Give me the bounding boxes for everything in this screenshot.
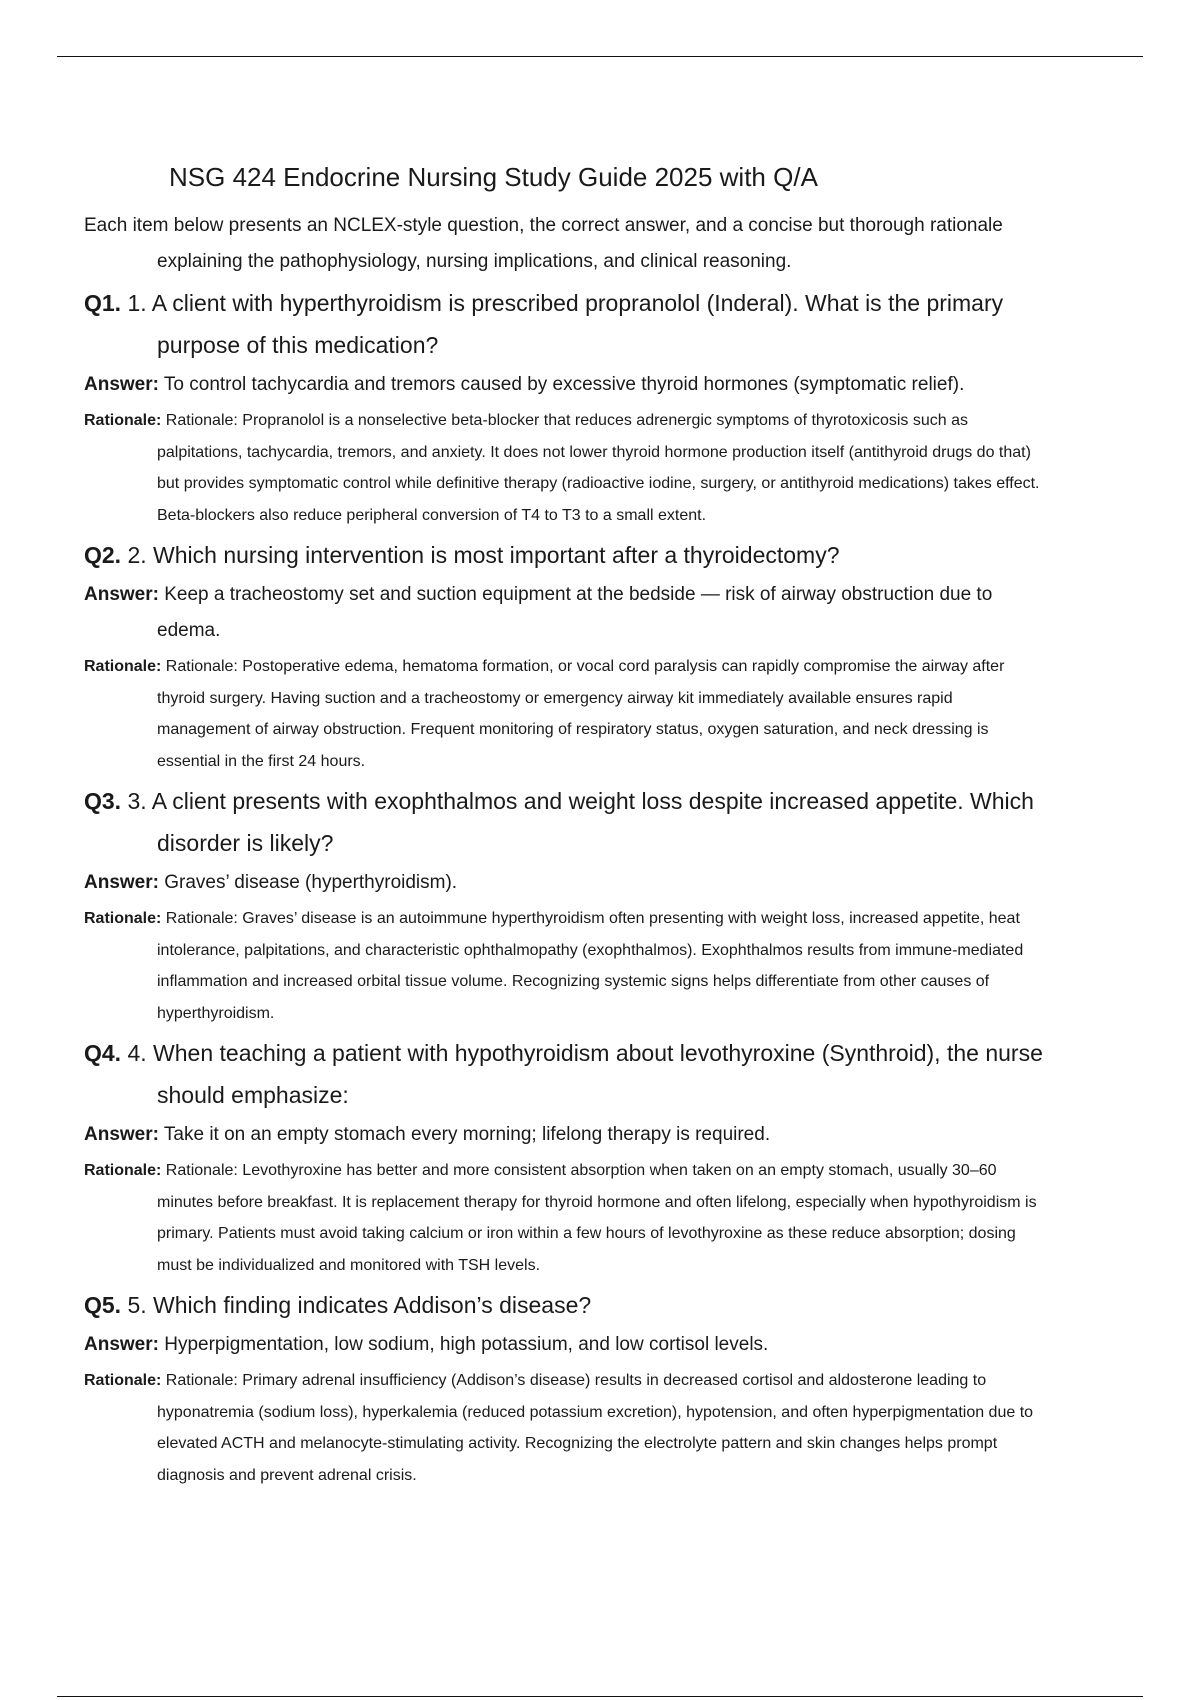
rationale bbox=[84, 903, 1044, 1029]
answer-label: Answer: bbox=[84, 872, 159, 893]
rationale bbox=[84, 1155, 1044, 1281]
question bbox=[84, 282, 1044, 366]
qa-item-2 bbox=[84, 534, 1044, 777]
question bbox=[84, 1284, 1044, 1326]
rationale-label: Rationale: bbox=[84, 1162, 162, 1179]
rationale-label: Rationale: bbox=[84, 910, 162, 927]
question-text: 1. A client with hyperthyroidism is prescribed propranolol (Inderal). What is the primary purpose of this medication? bbox=[127, 290, 1004, 358]
answer-text: Hyperpigmentation, low sodium, high potassium, and low cortisol levels. bbox=[164, 1334, 769, 1355]
question-text: 4. When teaching a patient with hypothyroidism about levothyroxine (Synthroid), the nurse should emphasize: bbox=[127, 1040, 1043, 1108]
footer-rule bbox=[57, 1696, 1143, 1697]
rationale-text: Rationale: Postoperative edema, hematoma formation, or vocal cord paralysis can rapidly compromise the airway after thyroid surgery. Having suction and a tracheostomy or emergency airway kit immediately available ensures rapid management of airway obstruction. Frequent monitoring of respiratory status, oxygen saturation, and neck dressing is essential in the first 24 hours. bbox=[157, 658, 1005, 770]
rationale-label: Rationale: bbox=[84, 658, 162, 675]
question bbox=[84, 534, 1044, 576]
question bbox=[84, 780, 1044, 864]
rationale bbox=[84, 651, 1044, 777]
answer-label: Answer: bbox=[84, 374, 159, 395]
answer-text: Take it on an empty stomach every morning; lifelong therapy is required. bbox=[163, 1124, 771, 1145]
rationale bbox=[84, 1365, 1044, 1491]
rationale-text: Rationale: Levothyroxine has better and more consistent absorption when taken on an empty stomach, usually 30–60 minutes before breakfast. It is replacement therapy for thyroid hormone and often lifelong, especially when hypothyroidism is primary. Patients must avoid taking calcium or iron within a few hours of levothyroxine as these reduce absorption; dosing must be individualized and monitored with TSH levels. bbox=[157, 1162, 1037, 1274]
page-title: NSG 424 Endocrine Nursing Study Guide 2025 with Q/A bbox=[169, 162, 818, 192]
qa-item-4 bbox=[84, 1032, 1044, 1281]
answer-text: Graves’ disease (hyperthyroidism). bbox=[164, 872, 458, 893]
question-label: Q2. bbox=[84, 542, 122, 568]
answer bbox=[84, 865, 1044, 901]
question-text: 5. Which finding indicates Addison’s disease? bbox=[127, 1292, 592, 1318]
qa-item-3 bbox=[84, 780, 1044, 1029]
intro-paragraph: Each item below presents an NCLEX-style question, the correct answer, and a concise but thorough rationale explaining the pathophysiology, nursing implications, and clinical reasoning. bbox=[84, 215, 1003, 272]
answer-label: Answer: bbox=[84, 1124, 159, 1145]
rationale-text: Rationale: Primary adrenal insufficiency (Addison’s disease) results in decreased cortisol and aldosterone leading to hyponatremia (sodium loss), hyperkalemia (reduced potassium excretion), hypotension, and often hyperpigmentation due to elevated ACTH and melanocyte-stimulating activity. Recognizing the electrolyte pattern and skin changes helps prompt diagnosis and prevent adrenal crisis. bbox=[157, 1372, 1034, 1484]
question-label: Q5. bbox=[84, 1292, 122, 1318]
answer bbox=[84, 577, 1044, 649]
rationale bbox=[84, 405, 1044, 531]
question bbox=[84, 1032, 1044, 1116]
question-label: Q3. bbox=[84, 788, 122, 814]
question-label: Q1. bbox=[84, 290, 122, 316]
rationale-text: Rationale: Graves’ disease is an autoimmune hyperthyroidism often presenting with weight loss, increased appetite, heat intolerance, palpitations, and characteristic ophthalmopathy (exophthalmos). Exophthalmos results from immune-mediated inflammation and increased orbital tissue volume. Recognizing systemic signs helps differentiate from other causes of hyperthyroidism. bbox=[157, 910, 1024, 1022]
answer-text: Keep a tracheostomy set and suction equipment at the bedside — risk of airway obstruction due to edema. bbox=[157, 584, 993, 641]
answer-label: Answer: bbox=[84, 584, 159, 605]
qa-item-1 bbox=[84, 282, 1044, 531]
answer bbox=[84, 1327, 1044, 1363]
answer bbox=[84, 367, 1044, 403]
study-guide-body bbox=[84, 208, 1044, 1494]
question-text: 2. Which nursing intervention is most important after a thyroidectomy? bbox=[127, 542, 840, 568]
header-rule bbox=[57, 56, 1143, 57]
answer bbox=[84, 1117, 1044, 1153]
answer-text: To control tachycardia and tremors caused by excessive thyroid hormones (symptomatic relief). bbox=[163, 374, 965, 395]
answer-label: Answer: bbox=[84, 1334, 159, 1355]
qa-item-5 bbox=[84, 1284, 1044, 1491]
rationale-label: Rationale: bbox=[84, 1372, 162, 1389]
question-label: Q4. bbox=[84, 1040, 122, 1066]
question-text: 3. A client presents with exophthalmos and weight loss despite increased appetite. Which disorder is likely? bbox=[127, 788, 1034, 856]
rationale-label: Rationale: bbox=[84, 412, 162, 429]
rationale-text: Rationale: Propranolol is a nonselective beta-blocker that reduces adrenergic symptoms of thyrotoxicosis such as palpitations, tachycardia, tremors, and anxiety. It does not lower thyroid hormone production itself (antithyroid drugs do that) but provides symptomatic control while definitive therapy (radioactive iodine, surgery, or antithyroid medications) takes effect. Beta-blockers also reduce peripheral conversion of T4 to T3 to a small extent. bbox=[157, 412, 1040, 524]
